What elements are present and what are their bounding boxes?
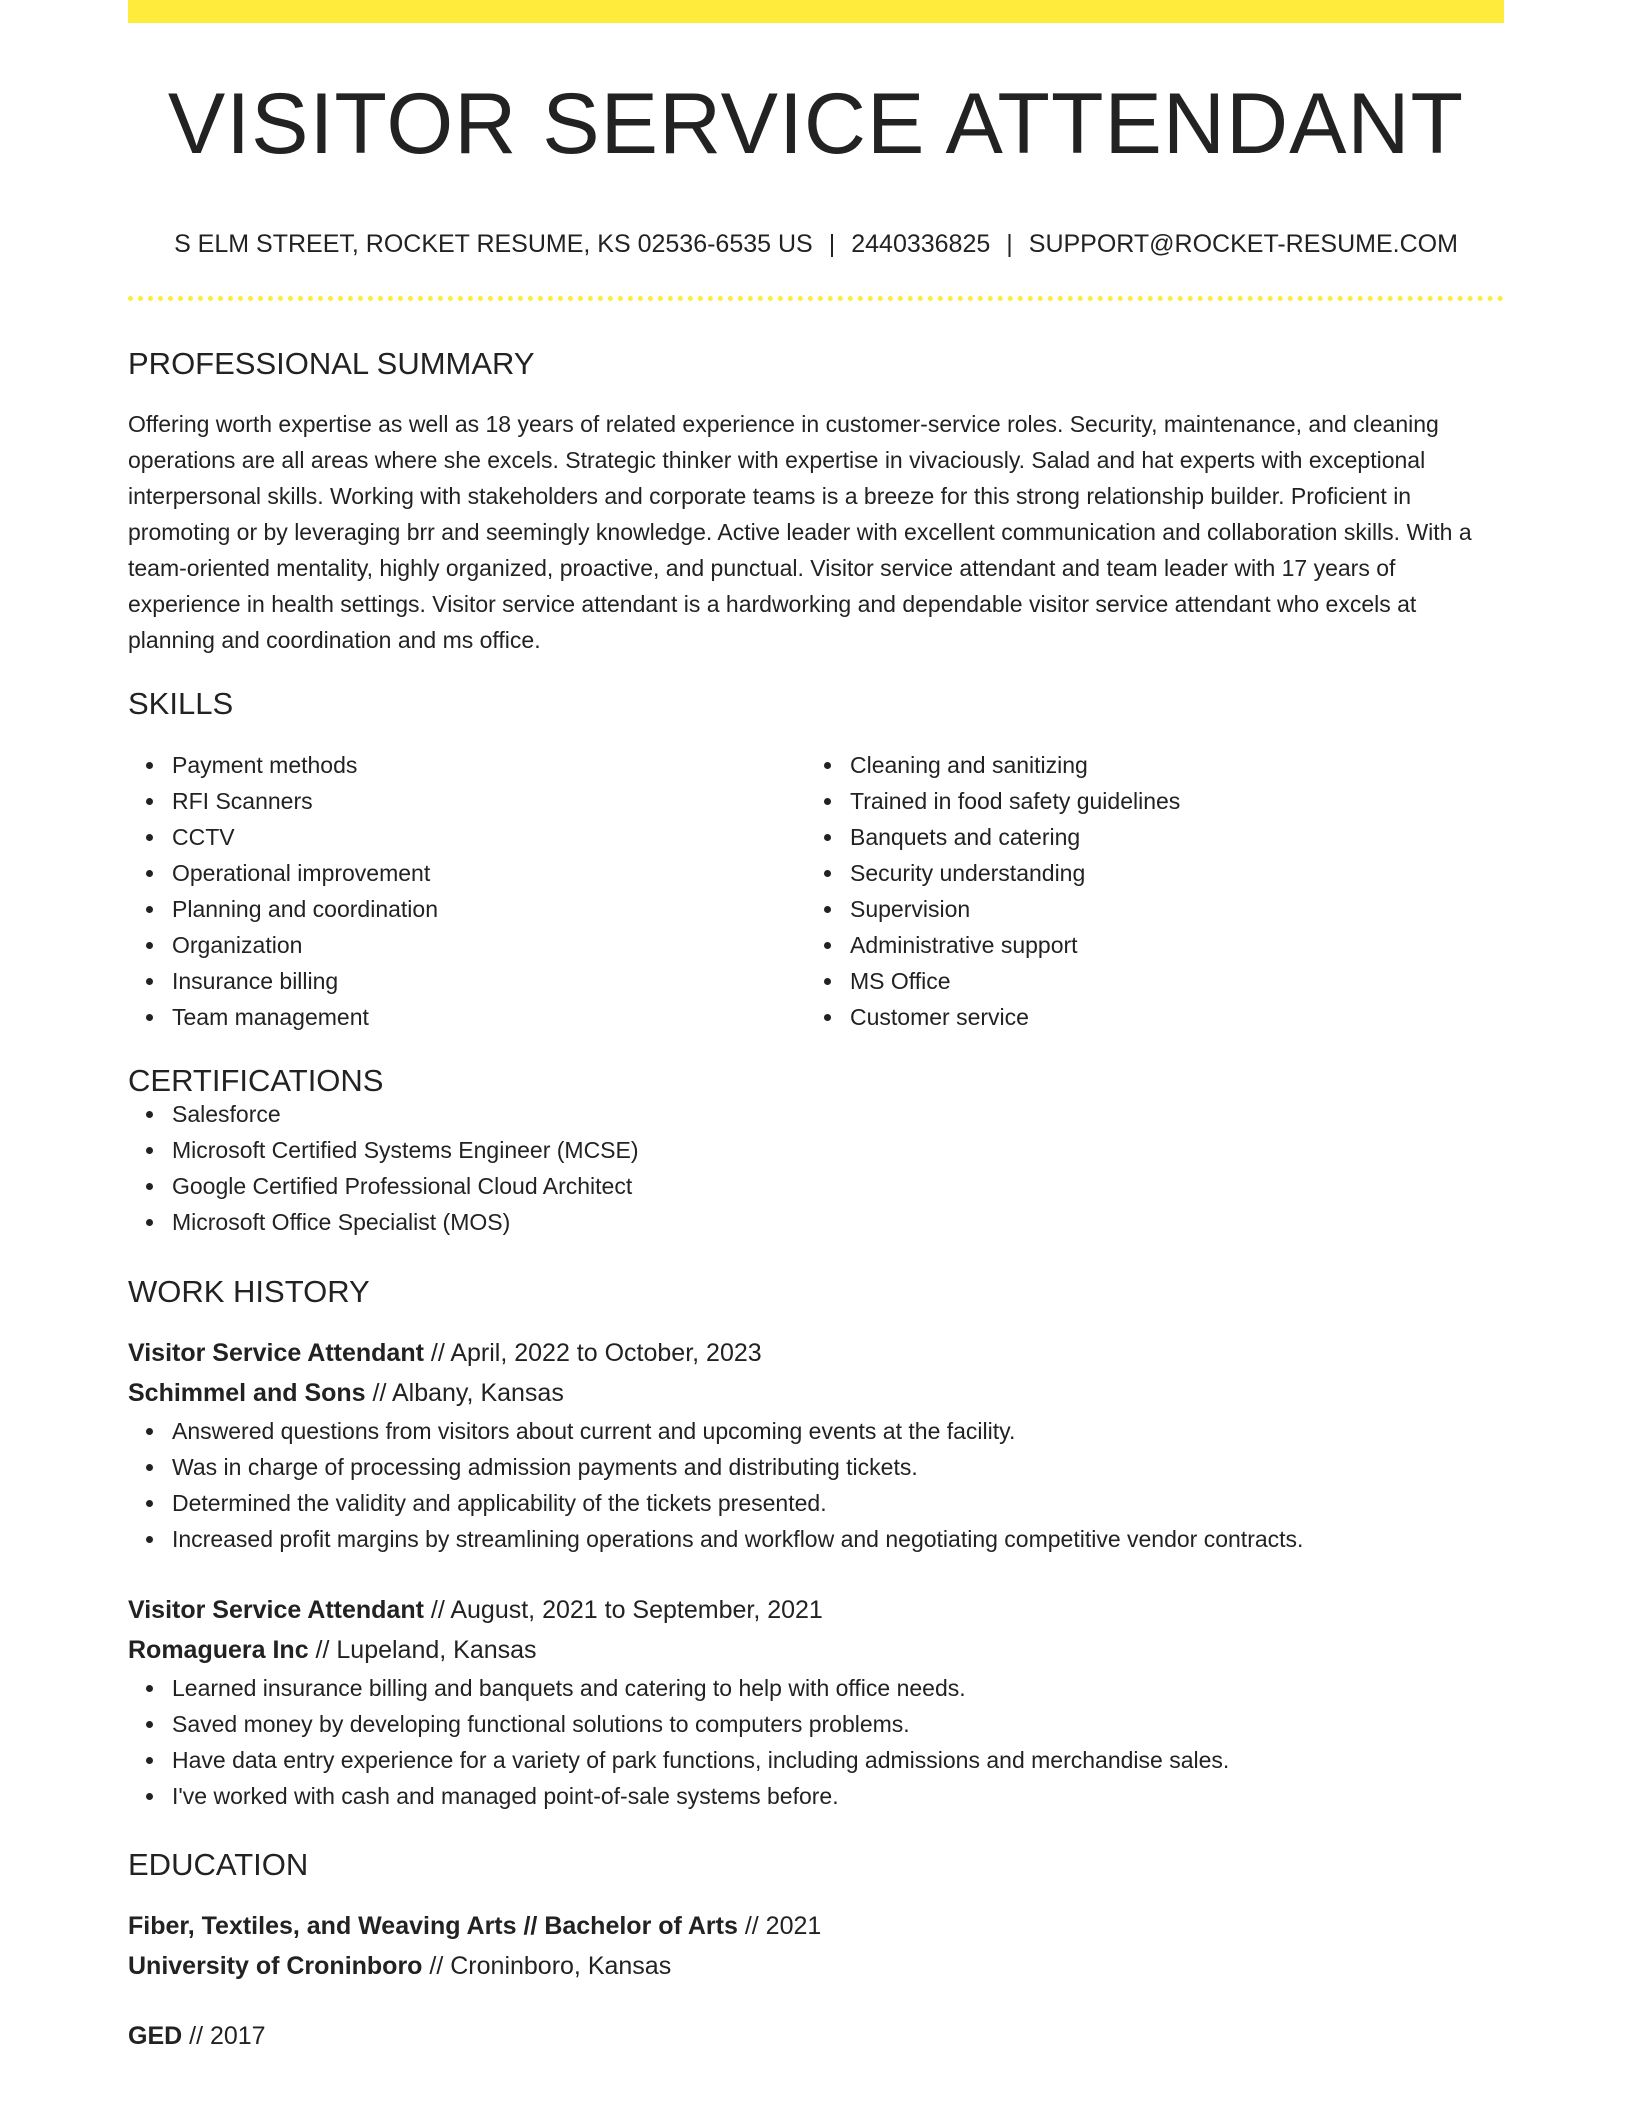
education-school-line: [128, 1946, 1504, 1986]
contact-email: SUPPORT@ROCKET-RESUME.COM: [1028, 230, 1458, 258]
header-divider: [128, 296, 1504, 301]
skill-item: Planning and coordination: [172, 891, 806, 927]
skill-item: Insurance billing: [172, 963, 806, 999]
skill-item: Cleaning and sanitizing: [850, 747, 1484, 783]
job-title-line: [128, 1590, 1504, 1630]
skill-item: Administrative support: [850, 927, 1484, 963]
education-year: // 2021: [737, 1912, 822, 1940]
education-heading: EDUCATION: [128, 1847, 309, 1882]
summary-text: Offering worth expertise as well as 18 years of related experience in customer-service roles. Security, maintenance, and cleaning operations are all areas where she excels. Strategic thinker with expertise in vivaciously. Salad and hat experts with exceptional interpersonal skills. Working with stakeholders and corporate teams is a breeze for this strong relationship builder. Proficient in promoting or by leveraging brr and seemingly knowledge. Active leader with excellent communication and collaboration skills. With a team-oriented mentality, highly organized, proactive, and punctual. Visitor service attendant and team leader with 17 years of experience in health settings. Visitor service attendant is a hardworking and dependable visitor service attendant who excels at planning and coordination and ms office.: [128, 411, 1472, 653]
resume-page: [128, 0, 1504, 2056]
job-company: Schimmel and Sons: [128, 1379, 366, 1407]
summary-heading: PROFESSIONAL SUMMARY: [128, 346, 535, 381]
education-degree-line: [128, 1906, 1504, 1946]
responsibility-item: Determined the validity and applicability of the tickets presented.: [172, 1485, 1504, 1521]
skills-column-right: [806, 747, 1484, 1035]
contact-address: S ELM STREET, ROCKET RESUME, KS 02536-6535 US: [174, 230, 813, 258]
responsibility-item: Increased profit margins by streamlining operations and workflow and negotiating competitive vendor contracts.: [172, 1521, 1504, 1557]
job-responsibilities: [128, 1670, 1504, 1814]
job-role: Visitor Service Attendant: [128, 1339, 424, 1367]
education-degree-line: [128, 2016, 1504, 2056]
job-responsibilities: [128, 1413, 1504, 1557]
job-location: // Lupeland, Kansas: [308, 1636, 537, 1664]
skill-item: Supervision: [850, 891, 1484, 927]
contact-separator: |: [828, 230, 836, 258]
responsibility-item: Answered questions from visitors about current and upcoming events at the facility.: [172, 1413, 1504, 1449]
job-dates: // August, 2021 to September, 2021: [423, 1596, 823, 1624]
skill-item: MS Office: [850, 963, 1484, 999]
education-location: // Croninboro, Kansas: [422, 1952, 672, 1980]
certification-item: Microsoft Certified Systems Engineer (MCSE): [172, 1132, 1504, 1168]
education-degree: GED: [128, 2022, 183, 2050]
education-year: // 2017: [182, 2022, 266, 2050]
skill-item: Team management: [172, 999, 806, 1035]
certification-item: Salesforce: [172, 1096, 1504, 1132]
skill-item: Payment methods: [172, 747, 806, 783]
responsibility-item: Have data entry experience for a variety of park functions, including admissions and merchandise sales.: [172, 1742, 1504, 1778]
skill-item: Banquets and catering: [850, 819, 1484, 855]
accent-top-bar: [128, 0, 1504, 23]
responsibility-item: I've worked with cash and managed point-of-sale systems before.: [172, 1778, 1504, 1814]
skill-item: Customer service: [850, 999, 1484, 1035]
job-location: // Albany, Kansas: [365, 1379, 564, 1407]
applicant-title: VISITOR SERVICE ATTENDANT: [167, 76, 1465, 172]
certifications-heading: CERTIFICATIONS: [128, 1063, 384, 1098]
skill-item: CCTV: [172, 819, 806, 855]
responsibility-item: Was in charge of processing admission payments and distributing tickets.: [172, 1449, 1504, 1485]
certification-item: Google Certified Professional Cloud Architect: [172, 1168, 1504, 1204]
skill-item: Operational improvement: [172, 855, 806, 891]
certifications-list: [128, 1096, 1504, 1240]
job-company-line: [128, 1630, 1504, 1670]
skills-heading: SKILLS: [128, 686, 234, 721]
job-role: Visitor Service Attendant: [128, 1596, 424, 1624]
skill-item: Security understanding: [850, 855, 1484, 891]
job-company: Romaguera Inc: [128, 1636, 309, 1664]
job-dates: // April, 2022 to October, 2023: [423, 1339, 762, 1367]
work-history-heading: WORK HISTORY: [128, 1274, 370, 1309]
contact-phone: 2440336825: [851, 230, 991, 258]
responsibility-item: Saved money by developing functional solutions to computers problems.: [172, 1706, 1504, 1742]
certification-item: Microsoft Office Specialist (MOS): [172, 1204, 1504, 1240]
skills-column-left: [128, 747, 806, 1035]
education-degree: Fiber, Textiles, and Weaving Arts // Bachelor of Arts: [128, 1912, 738, 1940]
skills-list: [128, 747, 1504, 1035]
education-school: University of Croninboro: [128, 1952, 423, 1980]
responsibility-item: Learned insurance billing and banquets and catering to help with office needs.: [172, 1670, 1504, 1706]
skill-item: Organization: [172, 927, 806, 963]
skill-item: Trained in food safety guidelines: [850, 783, 1484, 819]
job-company-line: [128, 1373, 1504, 1413]
contact-line: [128, 232, 1504, 257]
contact-separator: |: [1006, 230, 1013, 258]
job-title-line: [128, 1333, 1504, 1373]
skill-item: RFI Scanners: [172, 783, 806, 819]
